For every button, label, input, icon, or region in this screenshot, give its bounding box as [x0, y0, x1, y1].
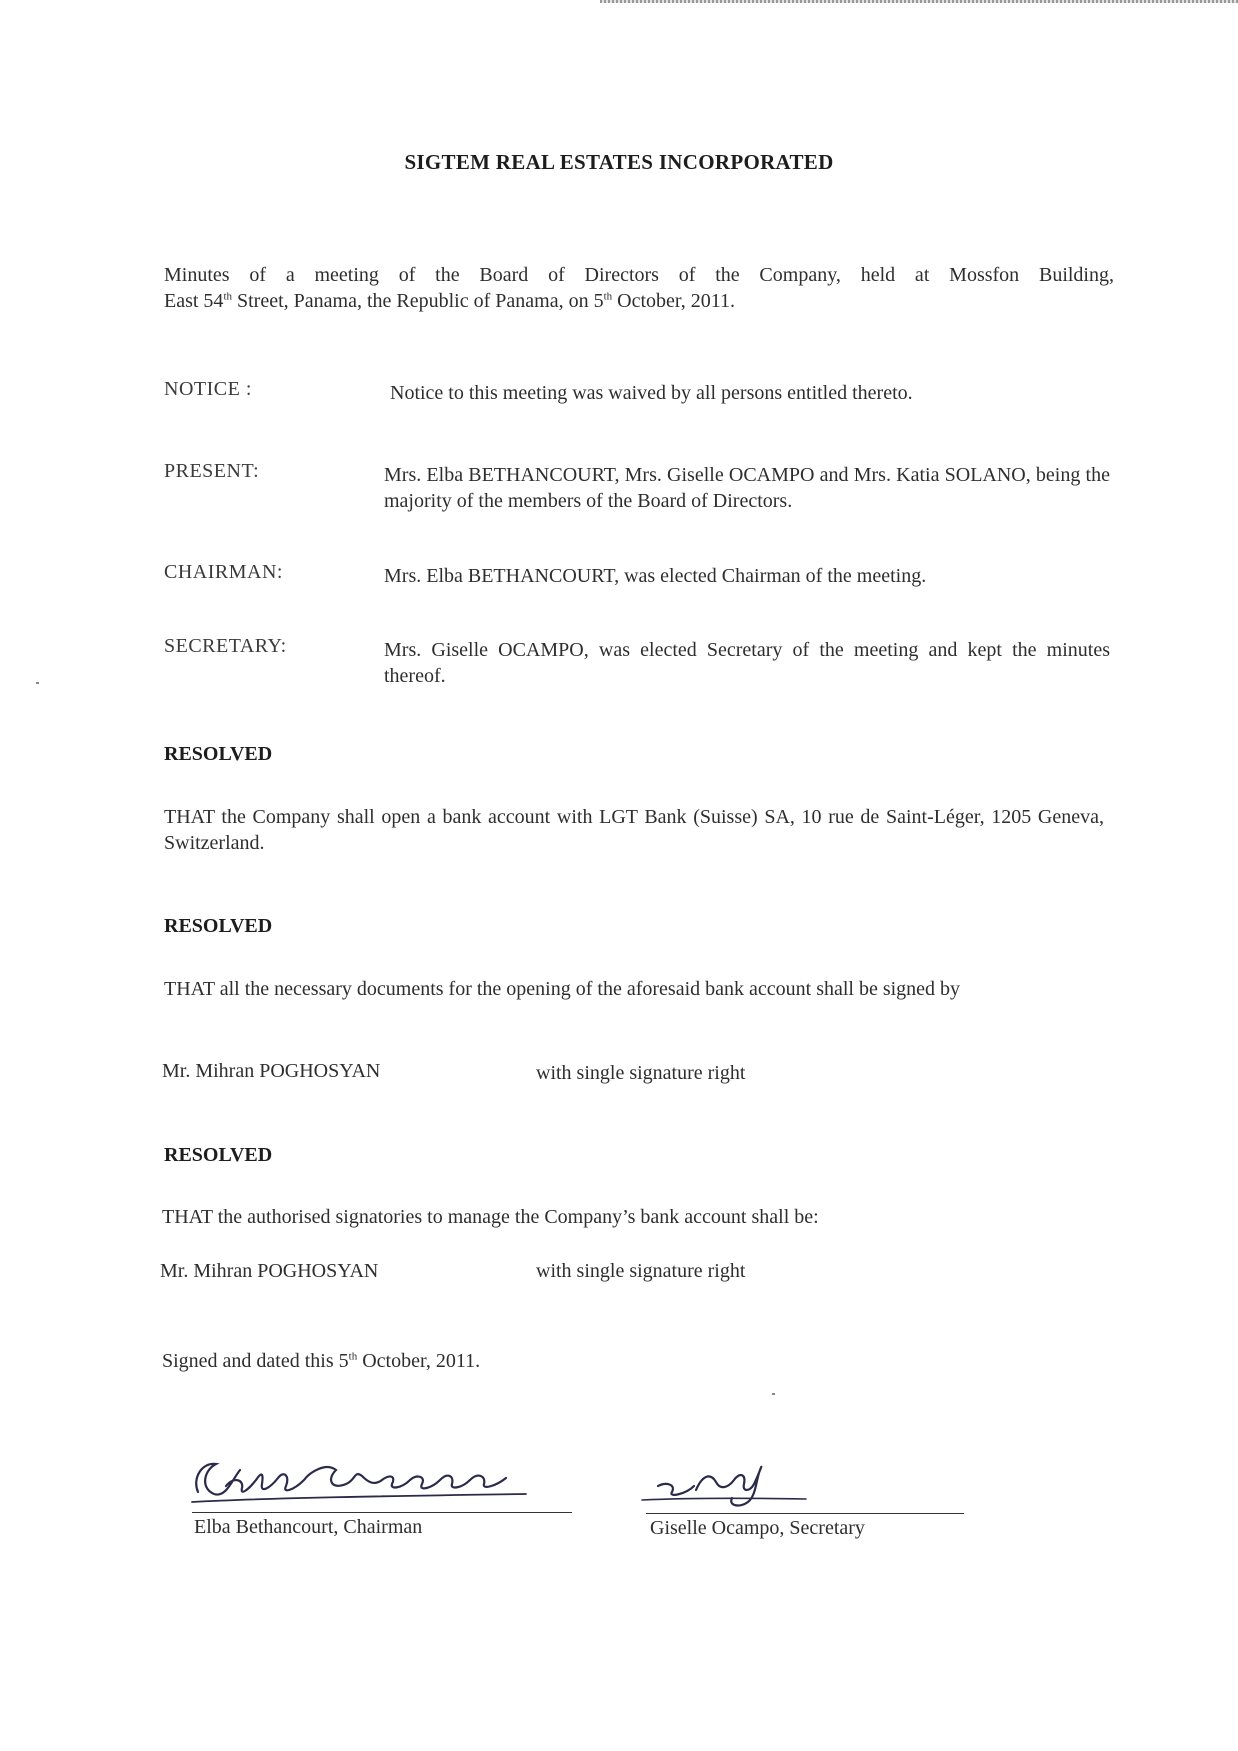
signed-text: Signed and dated this 5 — [162, 1350, 349, 1372]
signed-sup: th — [348, 1350, 358, 1363]
resolution-text: THAT the authorised signatories to manage the Company’s bank account shall be: — [162, 1206, 819, 1228]
signed-date-line — [162, 1348, 862, 1374]
resolution-text: THAT the Company shall open a bank account with LGT Bank (Suisse) SA, 10 rue de Saint-Léger, 1205 Geneva, Switzerland. — [164, 806, 1104, 854]
resolved-heading: RESOLVED — [164, 743, 273, 765]
secretary-value: Mrs. Giselle OCAMPO, was elected Secretary of the meeting and kept the minutes thereof. — [384, 639, 1110, 687]
chairman-label: CHAIRMAN: — [164, 561, 283, 583]
secretary-signature — [636, 1442, 816, 1522]
signature-right: with single signature right — [536, 1062, 746, 1084]
secretary-label: SECRETARY: — [164, 635, 287, 657]
chairman-caption: Elba Bethancourt, Chairman — [194, 1516, 423, 1538]
present-value: Mrs. Elba BETHANCOURT, Mrs. Giselle OCAMPO and Mrs. Katia SOLANO, being the majority of the members of the Board of Directors. — [384, 464, 1110, 512]
intro-text: Street, Panama, the Republic of Panama, on 5 — [232, 290, 604, 312]
chairman-value: Mrs. Elba BETHANCOURT, was elected Chairman of the meeting. — [384, 565, 927, 587]
resolved-heading: RESOLVED — [164, 915, 273, 937]
secretary-signature-line — [646, 1513, 964, 1514]
intro-text: October, 2011. — [612, 290, 736, 312]
resolved-heading: RESOLVED — [164, 1144, 273, 1166]
intro-paragraph — [164, 262, 1114, 314]
intro-sup: th — [223, 290, 232, 303]
notice-value: Notice to this meeting was waived by all persons entitled thereto. — [390, 382, 913, 404]
secretary-caption: Giselle Ocampo, Secretary — [650, 1517, 865, 1539]
resolution-text: THAT all the necessary documents for the opening of the aforesaid bank account shall be signed by — [164, 978, 961, 1000]
signatory-name: Mr. Mihran POGHOSYAN — [160, 1260, 379, 1282]
signed-text: October, 2011. — [357, 1350, 481, 1372]
company-title: SIGTEM REAL ESTATES INCORPORATED — [404, 150, 834, 174]
chairman-signature — [186, 1440, 576, 1520]
intro-line-2 — [164, 288, 1114, 314]
intro-line-1: Minutes of a meeting of the Board of Directors of the Company, held at Mossfon Building, — [164, 264, 1114, 286]
signatory-name: Mr. Mihran POGHOSYAN — [162, 1060, 381, 1082]
chairman-signature-line — [192, 1512, 572, 1513]
intro-text: East 54 — [164, 290, 224, 312]
signature-right: with single signature right — [536, 1260, 746, 1282]
present-label: PRESENT: — [164, 460, 260, 482]
notice-label: NOTICE : — [164, 378, 252, 400]
intro-sup: th — [603, 290, 613, 303]
